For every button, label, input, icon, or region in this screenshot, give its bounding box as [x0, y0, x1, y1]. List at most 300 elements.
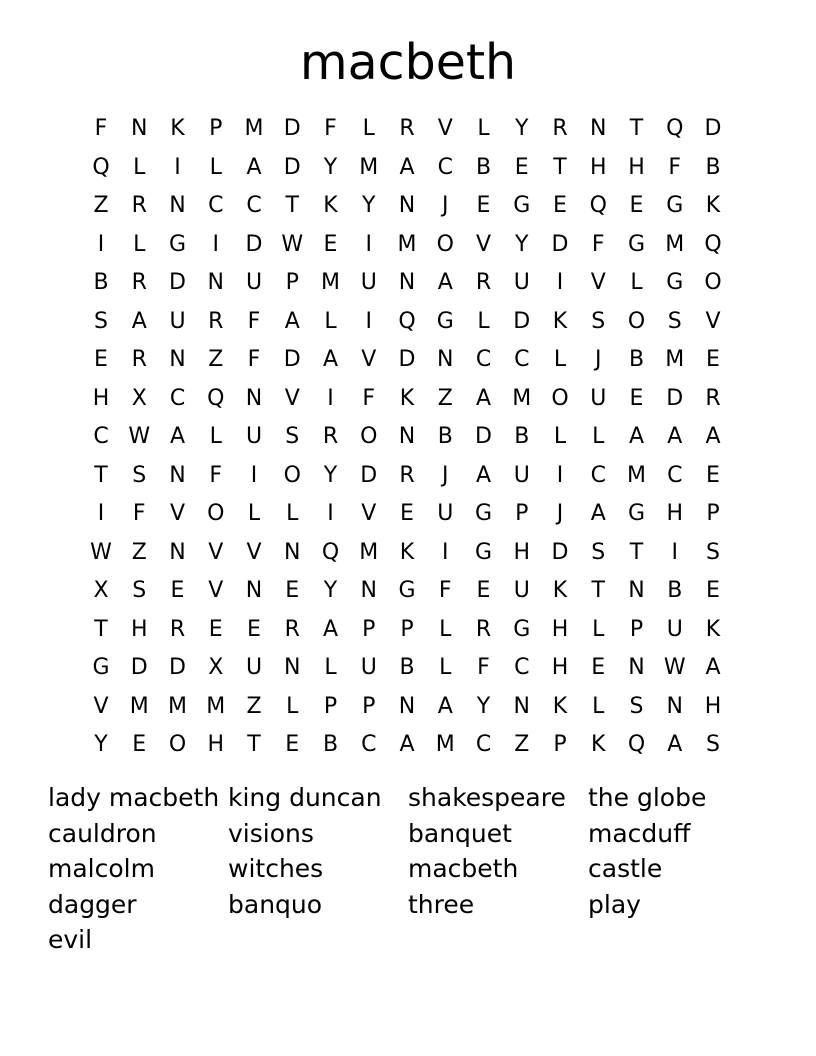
- grid-letter[interactable]: V: [169, 501, 186, 526]
- grid-letter[interactable]: T: [591, 578, 605, 603]
- grid-letter[interactable]: L: [362, 116, 375, 141]
- grid-letter[interactable]: P: [362, 616, 376, 642]
- grid-letter[interactable]: B: [475, 154, 492, 180]
- grid-letter[interactable]: N: [398, 693, 416, 719]
- grid-letter[interactable]: G: [168, 231, 187, 257]
- grid-letter[interactable]: S: [591, 308, 606, 334]
- grid-letter[interactable]: G: [513, 193, 531, 218]
- grid-letter[interactable]: B: [322, 732, 339, 757]
- grid-letter[interactable]: Q: [589, 193, 607, 218]
- grid-letter[interactable]: U: [360, 655, 377, 680]
- grid-letter[interactable]: P: [629, 616, 644, 642]
- grid-letter[interactable]: H: [589, 154, 607, 180]
- grid-letter[interactable]: O: [551, 385, 569, 411]
- grid-letter[interactable]: C: [361, 732, 377, 757]
- grid-letter[interactable]: D: [245, 231, 263, 257]
- grid-letter[interactable]: D: [666, 385, 684, 411]
- grid-letter[interactable]: N: [245, 385, 263, 411]
- grid-letter[interactable]: P: [323, 693, 338, 719]
- grid-letter[interactable]: N: [437, 347, 454, 372]
- grid-letter[interactable]: R: [705, 385, 721, 411]
- grid-letter[interactable]: L: [209, 154, 222, 180]
- grid-letter[interactable]: A: [437, 693, 453, 719]
- grid-letter[interactable]: F: [438, 578, 452, 603]
- grid-letter[interactable]: S: [706, 539, 720, 565]
- grid-letter[interactable]: X: [93, 578, 109, 603]
- grid-letter[interactable]: M: [397, 231, 417, 257]
- grid-letter[interactable]: E: [170, 578, 185, 603]
- grid-letter[interactable]: D: [475, 424, 492, 449]
- grid-letter[interactable]: F: [132, 501, 146, 526]
- grid-letter[interactable]: G: [92, 655, 110, 680]
- grid-letter[interactable]: C: [437, 154, 453, 180]
- grid-letter[interactable]: A: [667, 424, 683, 449]
- grid-letter[interactable]: G: [436, 308, 454, 334]
- grid-letter[interactable]: I: [327, 385, 334, 411]
- grid-letter[interactable]: G: [513, 616, 531, 642]
- grid-letter[interactable]: U: [513, 270, 530, 295]
- grid-letter[interactable]: E: [553, 193, 567, 218]
- grid-letter[interactable]: P: [553, 732, 567, 757]
- grid-letter[interactable]: V: [475, 231, 492, 257]
- grid-letter[interactable]: I: [442, 539, 449, 565]
- grid-letter[interactable]: N: [169, 539, 186, 565]
- grid-letter[interactable]: Q: [207, 385, 225, 411]
- grid-letter[interactable]: I: [365, 231, 372, 257]
- grid-letter[interactable]: K: [170, 116, 185, 141]
- grid-letter[interactable]: A: [705, 424, 721, 449]
- grid-letter[interactable]: E: [476, 193, 491, 218]
- grid-letter[interactable]: L: [630, 270, 643, 295]
- grid-letter[interactable]: D: [283, 116, 301, 141]
- grid-letter[interactable]: N: [207, 270, 224, 295]
- grid-letter[interactable]: N: [169, 347, 186, 372]
- grid-letter[interactable]: V: [437, 116, 453, 141]
- grid-letter[interactable]: A: [628, 424, 645, 449]
- grid-letter[interactable]: A: [246, 154, 262, 180]
- grid-letter[interactable]: I: [212, 231, 219, 257]
- grid-letter[interactable]: K: [552, 308, 568, 334]
- grid-letter[interactable]: D: [513, 308, 531, 334]
- grid-letter[interactable]: N: [590, 116, 607, 141]
- grid-letter[interactable]: L: [133, 231, 146, 257]
- grid-letter[interactable]: D: [551, 539, 569, 565]
- grid-letter[interactable]: V: [208, 539, 224, 565]
- grid-letter[interactable]: L: [592, 693, 605, 719]
- word-list-item: dagger: [48, 889, 137, 919]
- grid-letter[interactable]: A: [705, 655, 721, 680]
- grid-letter[interactable]: D: [283, 154, 301, 180]
- grid-letter[interactable]: V: [705, 308, 721, 334]
- grid-letter[interactable]: H: [513, 539, 531, 565]
- grid-letter[interactable]: K: [552, 693, 568, 719]
- grid-letter[interactable]: L: [324, 655, 337, 680]
- grid-letter[interactable]: Z: [437, 385, 453, 411]
- grid-letter[interactable]: U: [513, 578, 530, 603]
- grid-letter[interactable]: L: [247, 501, 261, 526]
- grid-letter[interactable]: Z: [93, 193, 109, 218]
- grid-letter[interactable]: X: [208, 655, 224, 680]
- grid-letter[interactable]: F: [668, 154, 682, 180]
- grid-letter[interactable]: D: [283, 347, 301, 372]
- grid-letter[interactable]: I: [556, 270, 564, 295]
- letter-grid: [82, 110, 734, 764]
- grid-letter[interactable]: J: [442, 193, 449, 218]
- grid-letter[interactable]: B: [628, 347, 645, 372]
- grid-letter[interactable]: D: [704, 116, 722, 141]
- grid-letter[interactable]: E: [706, 462, 720, 488]
- grid-letter[interactable]: C: [93, 424, 109, 449]
- grid-letter[interactable]: A: [284, 308, 300, 334]
- grid-letter[interactable]: P: [706, 501, 720, 526]
- grid-letter[interactable]: Z: [208, 347, 224, 372]
- grid-letter[interactable]: V: [284, 385, 300, 411]
- grid-letter[interactable]: C: [667, 462, 683, 488]
- word-list-item: castle: [588, 854, 663, 883]
- grid-letter[interactable]: M: [435, 732, 455, 757]
- grid-letter[interactable]: R: [131, 193, 147, 218]
- grid-letter[interactable]: F: [209, 462, 223, 488]
- grid-letter[interactable]: R: [475, 616, 492, 642]
- grid-letter[interactable]: K: [323, 193, 338, 218]
- grid-letter[interactable]: M: [359, 539, 379, 565]
- grid-row: [82, 688, 734, 726]
- grid-letter[interactable]: W: [90, 539, 112, 565]
- grid-letter[interactable]: O: [207, 501, 225, 526]
- grid-letter[interactable]: R: [552, 116, 568, 141]
- grid-letter[interactable]: R: [399, 116, 415, 141]
- grid-letter[interactable]: N: [131, 116, 148, 141]
- grid-letter[interactable]: E: [706, 578, 720, 603]
- grid-letter[interactable]: A: [322, 616, 339, 642]
- grid-letter[interactable]: Z: [514, 732, 530, 757]
- grid-letter[interactable]: M: [665, 231, 685, 257]
- grid-letter[interactable]: F: [324, 116, 337, 141]
- grid-letter[interactable]: I: [250, 462, 258, 488]
- grid-letter[interactable]: Y: [94, 732, 108, 757]
- grid-letter[interactable]: N: [628, 578, 645, 603]
- grid-letter[interactable]: X: [131, 385, 147, 411]
- grid-letter[interactable]: V: [246, 539, 262, 565]
- grid-letter[interactable]: W: [663, 655, 686, 680]
- grid-letter[interactable]: N: [284, 539, 301, 565]
- grid-letter[interactable]: A: [169, 424, 186, 449]
- grid-letter[interactable]: G: [627, 231, 646, 257]
- grid-letter[interactable]: B: [667, 578, 683, 603]
- grid-letter[interactable]: C: [590, 462, 606, 488]
- grid-letter[interactable]: Y: [515, 231, 529, 257]
- grid-letter[interactable]: S: [132, 462, 147, 488]
- grid-letter[interactable]: T: [94, 616, 108, 642]
- grid-letter[interactable]: M: [129, 693, 149, 719]
- grid-letter[interactable]: R: [284, 616, 300, 642]
- grid-letter[interactable]: S: [629, 693, 644, 719]
- grid-letter[interactable]: I: [174, 154, 181, 180]
- grid-letter[interactable]: V: [93, 693, 109, 719]
- grid-letter[interactable]: Q: [704, 231, 722, 257]
- grid-letter[interactable]: U: [169, 308, 186, 334]
- grid-letter[interactable]: L: [553, 424, 567, 449]
- grid-letter[interactable]: T: [94, 462, 108, 488]
- grid-letter[interactable]: P: [285, 270, 299, 295]
- grid-letter[interactable]: C: [475, 732, 492, 757]
- grid-letter[interactable]: K: [705, 193, 721, 218]
- grid-letter[interactable]: R: [208, 308, 224, 334]
- grid-letter[interactable]: O: [360, 424, 378, 449]
- grid-letter[interactable]: T: [629, 116, 644, 141]
- grid-letter[interactable]: R: [322, 424, 339, 449]
- word-list-item: macduff: [588, 818, 691, 848]
- grid-letter[interactable]: V: [208, 578, 224, 603]
- grid-row: [82, 572, 734, 610]
- grid-letter[interactable]: U: [437, 501, 454, 526]
- grid-letter[interactable]: E: [591, 655, 606, 680]
- grid-letter[interactable]: B: [93, 270, 109, 295]
- grid-letter[interactable]: I: [671, 539, 678, 565]
- grid-letter[interactable]: Q: [92, 154, 110, 180]
- grid-letter[interactable]: Q: [666, 116, 684, 141]
- grid-letter[interactable]: A: [322, 347, 339, 372]
- grid-letter[interactable]: Q: [321, 539, 340, 565]
- grid-letter[interactable]: P: [209, 116, 223, 141]
- grid-letter[interactable]: U: [245, 270, 263, 295]
- grid-letter[interactable]: P: [400, 616, 414, 642]
- grid-letter[interactable]: C: [169, 385, 186, 411]
- grid-letter[interactable]: E: [94, 347, 108, 372]
- grid-letter[interactable]: E: [629, 193, 644, 218]
- grid-letter[interactable]: E: [514, 154, 529, 180]
- grid-letter[interactable]: S: [285, 424, 300, 449]
- grid-letter[interactable]: H: [704, 693, 722, 719]
- grid-letter[interactable]: I: [365, 308, 372, 334]
- grid-letter[interactable]: Z: [246, 693, 262, 719]
- grid-letter[interactable]: V: [361, 347, 377, 372]
- grid-letter[interactable]: U: [245, 424, 263, 449]
- grid-letter[interactable]: B: [514, 424, 530, 449]
- grid-letter[interactable]: N: [169, 462, 186, 488]
- grid-letter[interactable]: T: [629, 539, 644, 565]
- grid-letter[interactable]: N: [666, 693, 683, 719]
- grid-letter[interactable]: K: [399, 539, 415, 565]
- grid-letter[interactable]: F: [591, 231, 605, 257]
- grid-letter[interactable]: H: [551, 655, 569, 680]
- grid-letter[interactable]: G: [474, 501, 493, 526]
- grid-letter[interactable]: A: [590, 501, 606, 526]
- grid-letter[interactable]: H: [628, 154, 645, 180]
- grid-letter[interactable]: L: [553, 347, 567, 372]
- grid-letter[interactable]: Y: [323, 154, 338, 180]
- grid-letter[interactable]: W: [281, 231, 304, 257]
- grid-letter[interactable]: R: [475, 270, 492, 295]
- grid-letter[interactable]: N: [360, 578, 377, 603]
- grid-letter[interactable]: M: [206, 693, 226, 719]
- grid-letter[interactable]: A: [475, 462, 492, 488]
- grid-letter[interactable]: I: [556, 462, 564, 488]
- grid-letter[interactable]: E: [706, 347, 720, 372]
- grid-letter[interactable]: M: [321, 270, 340, 295]
- grid-letter[interactable]: Y: [323, 462, 338, 488]
- grid-letter[interactable]: D: [360, 462, 378, 488]
- grid-row: [82, 341, 734, 379]
- grid-letter[interactable]: I: [97, 231, 105, 257]
- grid-letter[interactable]: E: [400, 501, 414, 526]
- grid-letter[interactable]: N: [169, 193, 186, 218]
- grid-letter[interactable]: B: [399, 655, 415, 680]
- grid-letter[interactable]: D: [551, 231, 569, 257]
- grid-letter[interactable]: E: [285, 578, 300, 603]
- grid-letter[interactable]: K: [552, 578, 568, 603]
- grid-letter[interactable]: A: [131, 308, 147, 334]
- grid-letter[interactable]: F: [94, 116, 108, 141]
- grid-letter[interactable]: E: [476, 578, 491, 603]
- grid-letter[interactable]: D: [169, 655, 186, 680]
- grid-letter[interactable]: E: [247, 616, 261, 642]
- grid-letter[interactable]: S: [706, 732, 720, 757]
- grid-letter[interactable]: W: [128, 424, 151, 449]
- grid-letter[interactable]: M: [244, 116, 264, 141]
- grid-letter[interactable]: C: [475, 347, 492, 372]
- grid-letter[interactable]: U: [666, 616, 683, 642]
- grid-letter[interactable]: N: [398, 270, 416, 295]
- grid-letter[interactable]: N: [628, 655, 645, 680]
- grid-letter[interactable]: G: [666, 270, 684, 295]
- grid-letter[interactable]: L: [133, 154, 146, 180]
- grid-letter[interactable]: S: [132, 578, 147, 603]
- grid-letter[interactable]: A: [399, 154, 415, 180]
- grid-letter[interactable]: R: [399, 462, 415, 488]
- grid-letter[interactable]: Y: [476, 693, 491, 719]
- grid-letter[interactable]: F: [477, 655, 490, 680]
- grid-letter[interactable]: L: [592, 616, 605, 642]
- grid-letter[interactable]: M: [359, 154, 379, 180]
- grid-letter[interactable]: F: [247, 308, 261, 334]
- grid-letter[interactable]: T: [247, 732, 261, 757]
- grid-letter[interactable]: L: [439, 655, 452, 680]
- grid-letter[interactable]: R: [131, 270, 147, 295]
- grid-letter[interactable]: V: [361, 501, 377, 526]
- grid-letter[interactable]: A: [667, 732, 683, 757]
- grid-letter[interactable]: U: [590, 385, 607, 411]
- grid-letter[interactable]: U: [245, 655, 263, 680]
- grid-letter[interactable]: S: [667, 308, 682, 334]
- grid-letter[interactable]: O: [627, 308, 646, 334]
- grid-letter[interactable]: M: [168, 693, 187, 719]
- grid-letter[interactable]: Y: [323, 578, 338, 603]
- grid-letter[interactable]: R: [131, 347, 147, 372]
- grid-letter[interactable]: B: [705, 154, 721, 180]
- grid-letter[interactable]: S: [94, 308, 108, 334]
- grid-letter[interactable]: E: [629, 385, 644, 411]
- grid-letter[interactable]: B: [437, 424, 453, 449]
- grid-letter[interactable]: N: [513, 693, 530, 719]
- grid-letter[interactable]: L: [324, 308, 337, 334]
- grid-letter[interactable]: L: [209, 424, 222, 449]
- grid-letter[interactable]: M: [627, 462, 646, 488]
- grid-letter[interactable]: A: [475, 385, 492, 411]
- grid-letter[interactable]: F: [362, 385, 376, 411]
- grid-letter[interactable]: L: [477, 308, 490, 334]
- grid-letter[interactable]: E: [285, 732, 300, 757]
- grid-letter[interactable]: O: [283, 462, 301, 488]
- grid-letter[interactable]: H: [92, 385, 110, 411]
- grid-letter[interactable]: A: [437, 270, 453, 295]
- grid-letter[interactable]: H: [130, 616, 148, 642]
- grid-row: [82, 110, 734, 148]
- grid-letter[interactable]: E: [323, 231, 338, 257]
- grid-letter[interactable]: C: [514, 655, 530, 680]
- grid-letter[interactable]: I: [327, 501, 334, 526]
- grid-letter[interactable]: V: [590, 270, 606, 295]
- grid-letter[interactable]: H: [207, 732, 225, 757]
- grid-letter[interactable]: D: [130, 655, 148, 680]
- grid-letter[interactable]: T: [285, 193, 299, 218]
- grid-letter[interactable]: N: [245, 578, 263, 603]
- grid-letter[interactable]: Y: [515, 116, 529, 141]
- grid-letter[interactable]: G: [474, 539, 493, 565]
- grid-letter[interactable]: C: [208, 193, 224, 218]
- grid-letter[interactable]: Q: [398, 308, 416, 334]
- grid-letter[interactable]: A: [399, 732, 415, 757]
- grid-row: [82, 649, 734, 687]
- grid-letter[interactable]: H: [666, 501, 684, 526]
- grid-letter[interactable]: L: [286, 501, 299, 526]
- grid-letter[interactable]: N: [284, 655, 301, 680]
- grid-letter[interactable]: E: [132, 732, 147, 757]
- grid-row: [82, 726, 734, 764]
- grid-letter[interactable]: J: [595, 347, 602, 372]
- grid-letter[interactable]: O: [168, 732, 187, 757]
- grid-letter[interactable]: L: [286, 693, 299, 719]
- grid-letter[interactable]: M: [665, 347, 685, 372]
- grid-letter[interactable]: R: [169, 616, 186, 642]
- grid-letter[interactable]: I: [97, 501, 105, 526]
- grid-letter[interactable]: D: [398, 347, 416, 372]
- grid-letter[interactable]: N: [398, 424, 416, 449]
- grid-letter[interactable]: O: [704, 270, 722, 295]
- grid-letter[interactable]: K: [399, 385, 415, 411]
- grid-letter[interactable]: E: [208, 616, 223, 642]
- grid-letter[interactable]: S: [591, 539, 606, 565]
- grid-letter[interactable]: L: [439, 616, 452, 642]
- grid-letter[interactable]: Z: [131, 539, 147, 565]
- grid-letter[interactable]: K: [591, 732, 606, 757]
- grid-letter[interactable]: H: [551, 616, 569, 642]
- grid-letter[interactable]: O: [436, 231, 454, 257]
- grid-letter[interactable]: U: [513, 462, 530, 488]
- grid-letter[interactable]: L: [477, 116, 490, 141]
- grid-letter[interactable]: C: [246, 193, 262, 218]
- grid-letter[interactable]: N: [398, 193, 416, 218]
- grid-letter[interactable]: M: [512, 385, 532, 411]
- grid-letter[interactable]: P: [362, 693, 376, 719]
- grid-letter[interactable]: G: [666, 193, 684, 218]
- grid-letter[interactable]: D: [169, 270, 186, 295]
- grid-letter[interactable]: J: [442, 462, 449, 488]
- grid-letter[interactable]: J: [556, 501, 564, 526]
- grid-letter[interactable]: U: [360, 270, 377, 295]
- grid-letter[interactable]: L: [592, 424, 605, 449]
- grid-letter[interactable]: C: [514, 347, 530, 372]
- grid-letter[interactable]: P: [515, 501, 529, 526]
- grid-letter[interactable]: G: [398, 578, 416, 603]
- grid-letter[interactable]: Y: [362, 193, 376, 218]
- word-list-item: witches: [228, 854, 324, 883]
- grid-letter[interactable]: K: [705, 616, 721, 642]
- grid-letter[interactable]: T: [553, 154, 567, 180]
- grid-letter[interactable]: G: [627, 501, 646, 526]
- grid-letter[interactable]: Q: [627, 732, 646, 757]
- grid-letter[interactable]: F: [247, 347, 261, 372]
